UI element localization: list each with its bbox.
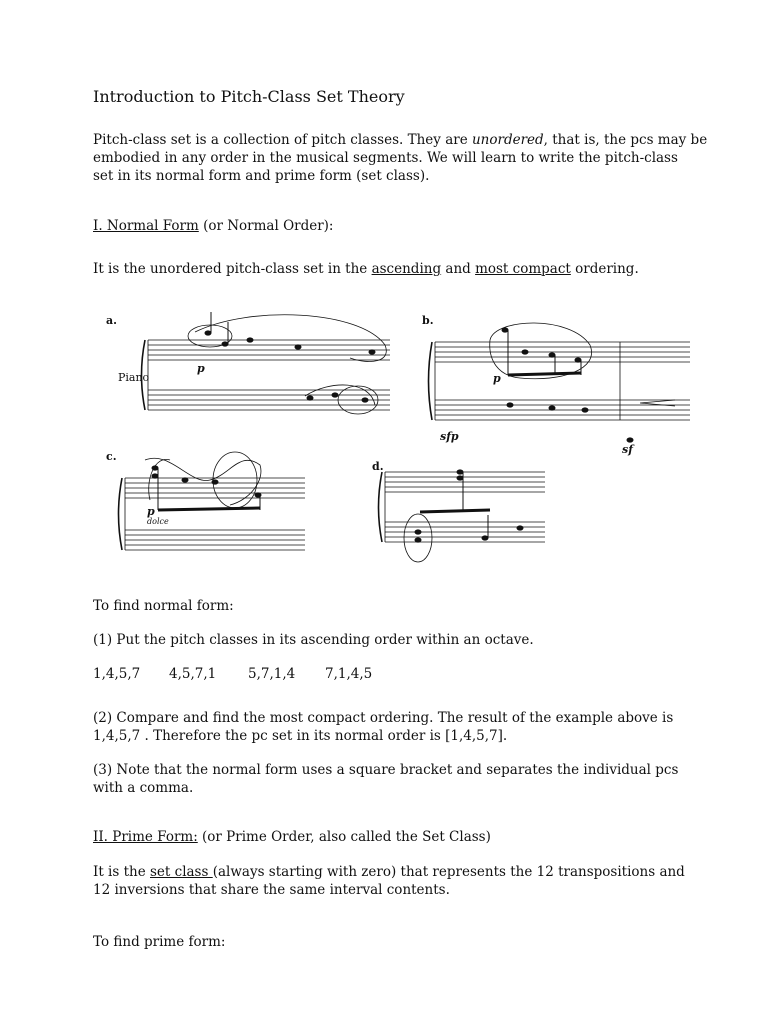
example-a-staff [142, 315, 391, 414]
dynamic-sfp: sfp [440, 430, 459, 443]
unordered-emphasis: unordered [471, 132, 544, 148]
step-3-line-2: with a comma. [93, 780, 194, 796]
prime-form-definition-line-1: It is the set class (always starting with zero) that represents the 12 transpositions and [93, 864, 685, 880]
instrument-label: Piano [118, 371, 150, 384]
orderings-row [93, 665, 413, 683]
ordering-2: 4,5,7,1 [169, 666, 217, 682]
example-d-staff [379, 472, 546, 562]
dynamic-p-a: p [197, 362, 205, 375]
intro-line-3: set in its normal form and prime form (set class). [93, 168, 430, 184]
dynamic-p-b: p [493, 372, 501, 385]
example-b-staff [429, 323, 691, 420]
ordering-1: 1,4,5,7 [93, 666, 141, 682]
normal-form-definition: It is the unordered pitch-class set in the ascending and most compact ordering. [93, 261, 639, 277]
prime-form-definition-line-2: 12 inversions that share the same interval contents. [93, 882, 450, 898]
intro-line-2: embodied in any order in the musical segments. We will learn to write the pitch-class [93, 150, 678, 166]
dynamic-sf: sf [622, 443, 633, 456]
example-c-label: c. [106, 450, 117, 463]
example-c-staff [119, 452, 306, 550]
find-prime-form-heading: To find prime form: [93, 934, 226, 950]
example-a-label: a. [106, 314, 117, 327]
ordering-3: 5,7,1,4 [248, 666, 296, 682]
section-2-heading: II. Prime Form: (or Prime Order, also called the Set Class) [93, 829, 491, 845]
example-d-label: d. [372, 460, 384, 473]
dolce-marking: dolce [147, 517, 169, 526]
example-b-label: b. [422, 314, 434, 327]
page-title: Introduction to Pitch-Class Set Theory [93, 87, 405, 106]
music-examples-figure [100, 300, 700, 575]
find-normal-form-heading: To find normal form: [93, 598, 234, 614]
dynamic-p-c: p [147, 505, 155, 518]
ordering-4: 7,1,4,5 [325, 666, 373, 682]
step-2-line-1: (2) Compare and find the most compact ordering. The result of the example above is [93, 710, 674, 726]
step-2-line-2: 1,4,5,7 . Therefore the pc set in its normal order is [1,4,5,7]. [93, 728, 508, 744]
step-3-line-1: (3) Note that the normal form uses a square bracket and separates the individual pcs [93, 762, 679, 778]
section-1-heading: I. Normal Form (or Normal Order): [93, 218, 334, 234]
step-1-text: (1) Put the pitch classes in its ascending order within an octave. [93, 632, 534, 648]
intro-line-1: Pitch-class set is a collection of pitch classes. They are unordered, that is, the pcs may be [93, 132, 708, 148]
